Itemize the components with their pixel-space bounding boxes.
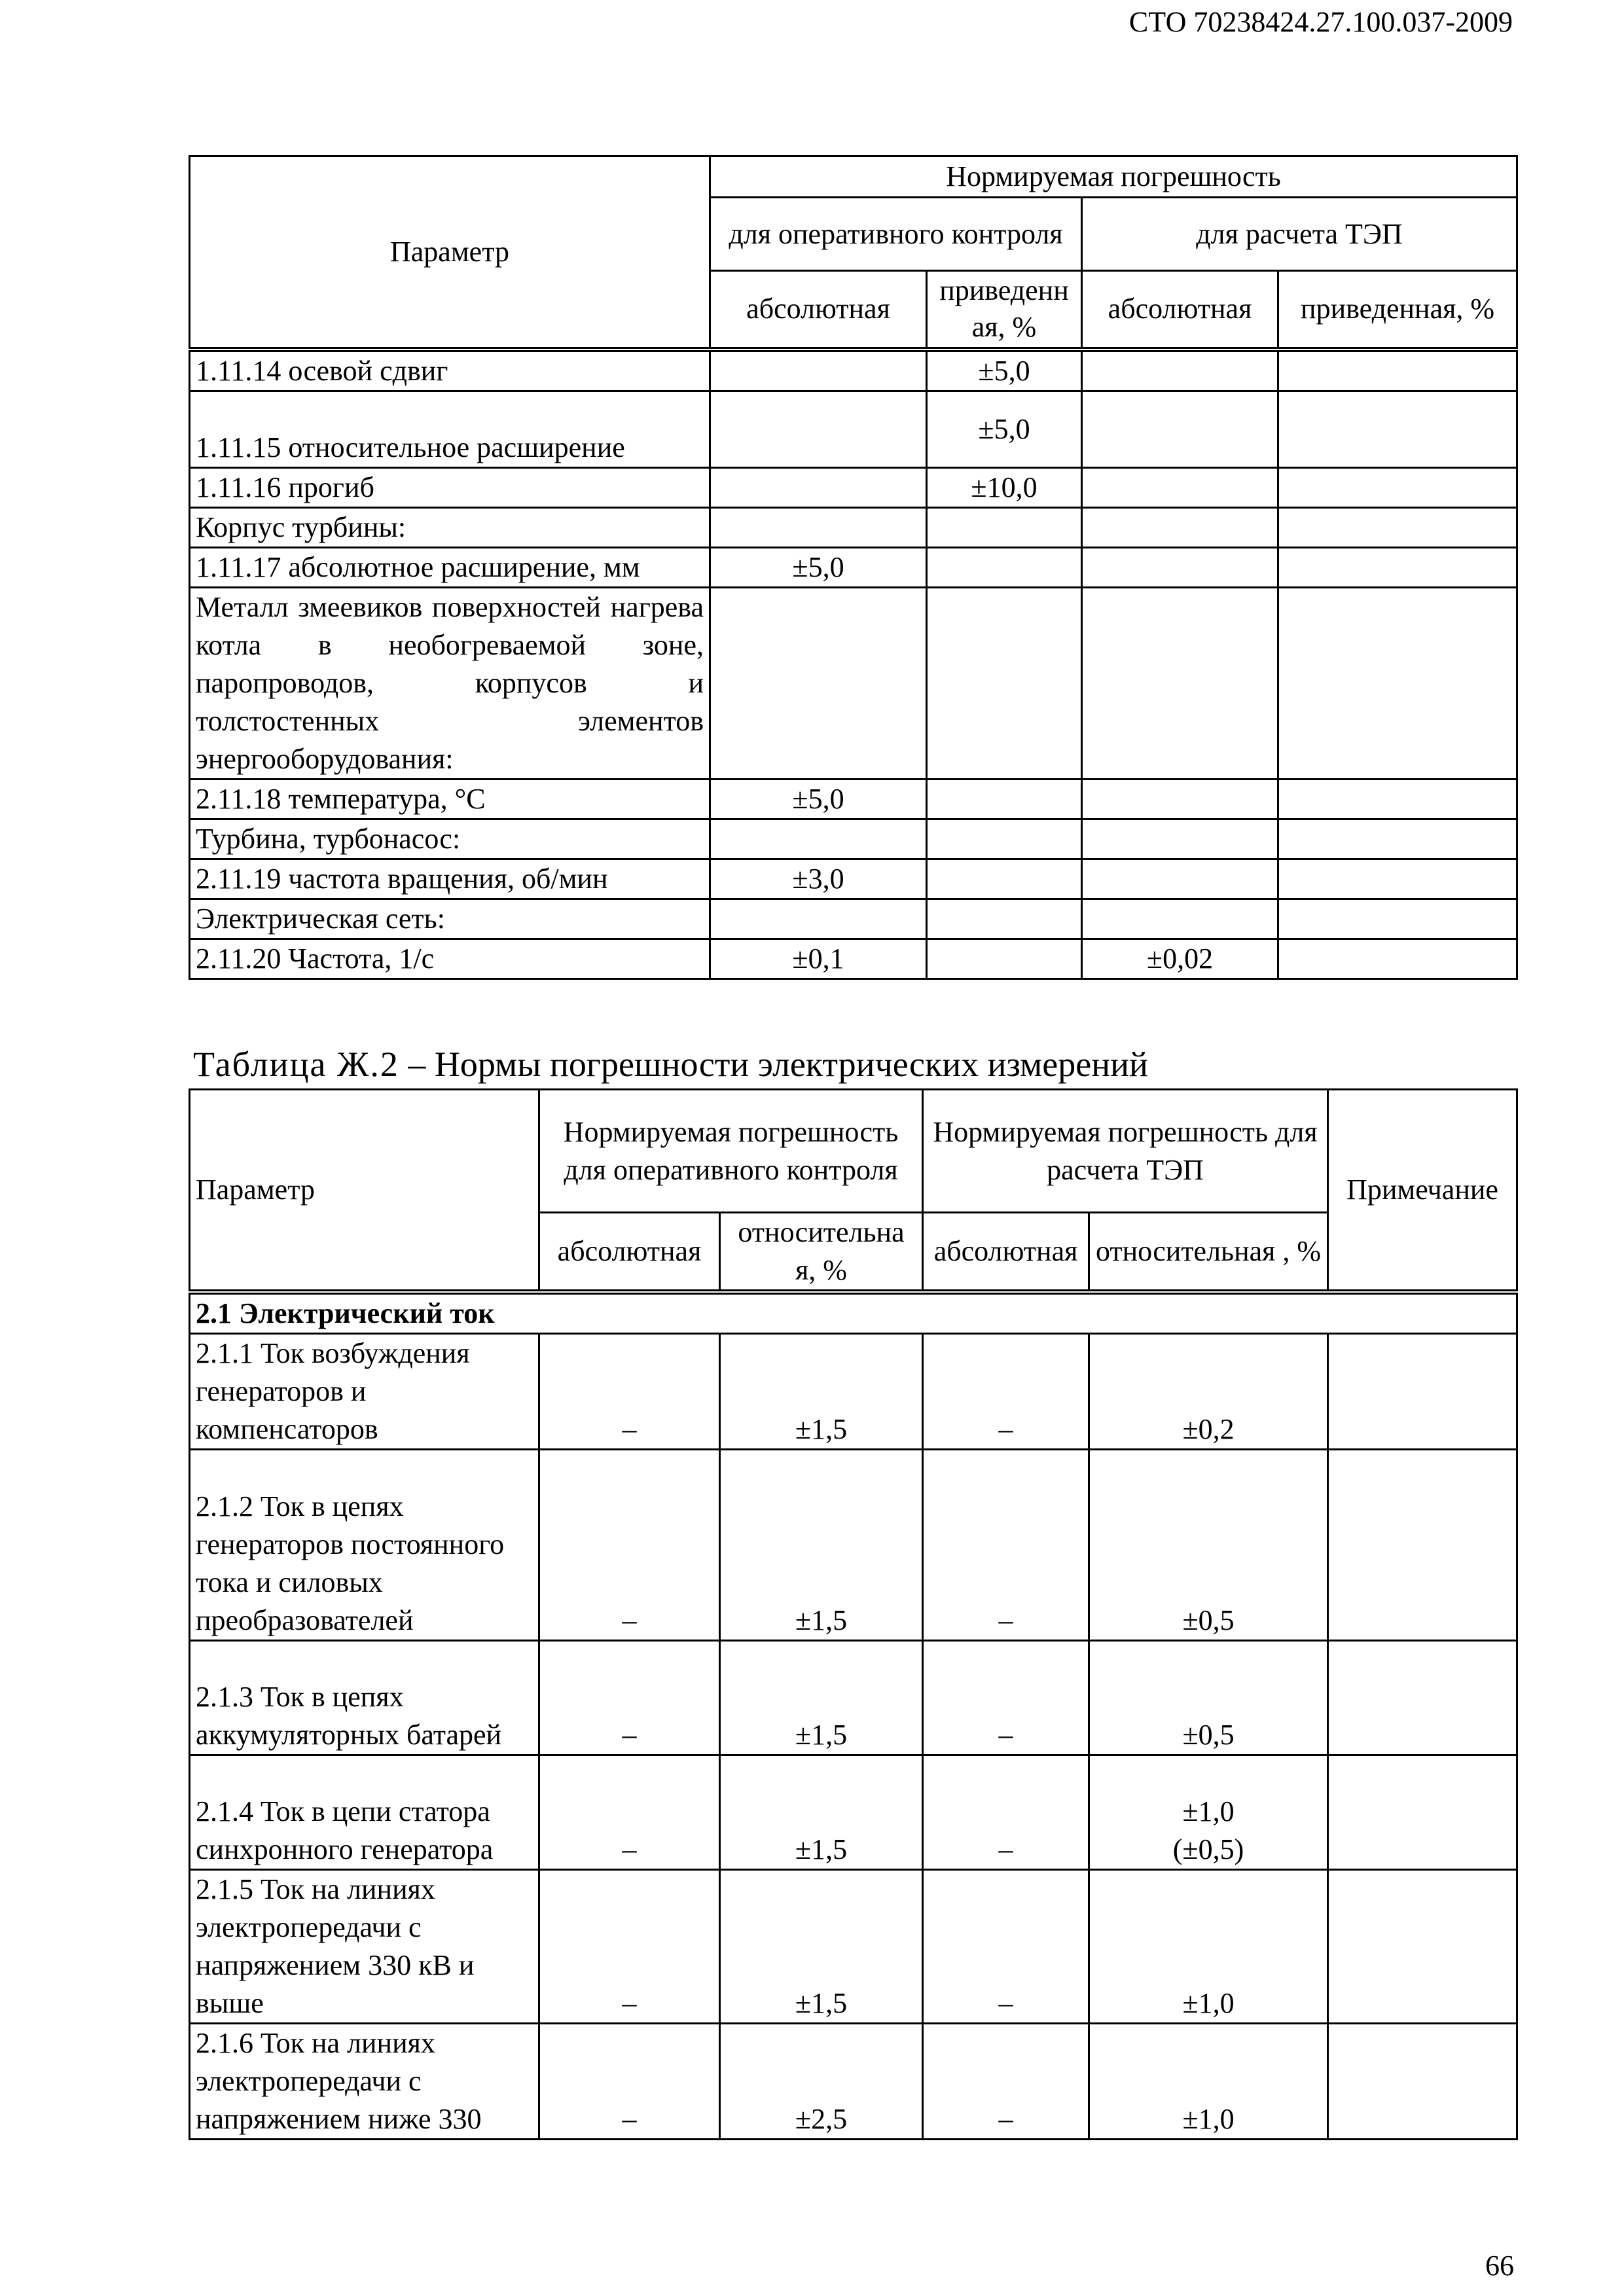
cell-abs-tep: – <box>923 2024 1089 2140</box>
cell-rel-tep <box>1278 779 1517 819</box>
cell-param: 2.11.18 температура, °С <box>190 779 710 819</box>
table-2 <box>189 1088 1518 2140</box>
cell-rel-op <box>927 859 1082 899</box>
cell-rel-tep <box>1278 819 1517 859</box>
cell-abs-op <box>710 350 927 391</box>
cell-abs-op <box>710 467 927 507</box>
cell-abs-tep: – <box>923 1755 1089 1870</box>
cell-param: 1.11.15 относительное расширение <box>190 391 710 467</box>
cell-note <box>1328 1334 1517 1450</box>
cell-rel-tep <box>1278 547 1517 587</box>
cell-param: 1.11.17 абсолютное расширение, мм <box>190 547 710 587</box>
col-header-rel-tep: приведенная, % <box>1278 271 1517 350</box>
col-header-param: Параметр <box>190 1090 539 1293</box>
col-header-abs-tep: абсолютная <box>1082 271 1278 350</box>
page-number: 66 <box>1485 2250 1514 2282</box>
cell-rel-op <box>927 507 1082 547</box>
table-1 <box>189 155 1518 980</box>
col-header-abs-op: абсолютная <box>710 271 927 350</box>
col-header-rel-op: приведенн ая, % <box>927 271 1082 350</box>
cell-abs-op: – <box>539 1450 720 1641</box>
col-header-rel-tep: относительная , % <box>1089 1213 1328 1293</box>
cell-rel-tep <box>1278 350 1517 391</box>
cell-rel-op: ±2,5 <box>720 2024 923 2140</box>
cell-note <box>1328 1755 1517 1870</box>
cell-rel-tep <box>1278 859 1517 899</box>
table-row <box>190 899 1517 939</box>
col-header-abs-tep: абсолютная <box>923 1213 1089 1293</box>
cell-rel-tep: ±0,5 <box>1089 1450 1328 1641</box>
cell-abs-op <box>710 587 927 779</box>
cell-param: Корпус турбины: <box>190 507 710 547</box>
cell-abs-op: ±5,0 <box>710 779 927 819</box>
table-row <box>190 350 1517 391</box>
cell-abs-tep: – <box>923 1641 1089 1755</box>
cell-note <box>1328 1450 1517 1641</box>
cell-param: Металл змеевиков поверхностей нагрева котла в необогреваемой зоне, паропроводов, корпусов и толстостенных элементов энергооборудования: <box>190 587 710 779</box>
cell-param: Электрическая сеть: <box>190 899 710 939</box>
cell-rel-op: ±1,5 <box>720 1870 923 2024</box>
cell-rel-tep: ±1,0 (±0,5) <box>1089 1755 1328 1870</box>
cell-abs-tep <box>1082 859 1278 899</box>
cell-note <box>1328 2024 1517 2140</box>
table-row <box>190 1334 1517 1450</box>
col-header-abs-op: абсолютная <box>539 1213 720 1293</box>
table-2-caption <box>193 1043 1148 1086</box>
cell-rel-tep <box>1278 467 1517 507</box>
table-row <box>190 939 1517 978</box>
table-row <box>190 467 1517 507</box>
cell-param: 1.11.14 осевой сдвиг <box>190 350 710 391</box>
cell-rel-op: ±1,5 <box>720 1755 923 1870</box>
cell-rel-tep: ±1,0 <box>1089 1870 1328 2024</box>
cell-param: 2.1.4 Ток в цепи статора синхронного генератора <box>190 1755 539 1870</box>
cell-note <box>1328 1870 1517 2024</box>
table-row <box>190 859 1517 899</box>
cell-abs-op <box>710 507 927 547</box>
cell-rel-op: ±5,0 <box>927 391 1082 467</box>
cell-rel-op: ±1,5 <box>720 1450 923 1641</box>
cell-rel-op <box>927 779 1082 819</box>
cell-abs-op: – <box>539 1334 720 1450</box>
cell-rel-tep <box>1278 587 1517 779</box>
cell-abs-tep: – <box>923 1450 1089 1641</box>
table-2-caption-title: – Нормы погрешности электрических измерений <box>399 1045 1148 1084</box>
col-header-op-control: для оперативного контроля <box>710 198 1082 271</box>
cell-param: 2.11.19 частота вращения, об/мин <box>190 859 710 899</box>
cell-param: 2.1.2 Ток в цепях генераторов постоянного тока и силовых преобразователей <box>190 1450 539 1641</box>
cell-abs-tep <box>1082 779 1278 819</box>
cell-abs-tep <box>1082 547 1278 587</box>
cell-rel-op: ±1,5 <box>720 1641 923 1755</box>
cell-note <box>1328 1641 1517 1755</box>
table-row <box>190 587 1517 779</box>
cell-rel-tep <box>1278 507 1517 547</box>
cell-abs-op: ±3,0 <box>710 859 927 899</box>
cell-abs-tep <box>1082 819 1278 859</box>
cell-abs-tep <box>1082 899 1278 939</box>
cell-rel-tep <box>1278 899 1517 939</box>
table-row <box>190 1641 1517 1755</box>
cell-rel-op <box>927 899 1082 939</box>
cell-abs-tep: – <box>923 1334 1089 1450</box>
col-header-op-group: Нормируемая погрешность для оперативного контроля <box>539 1090 923 1213</box>
cell-rel-tep: ±1,0 <box>1089 2024 1328 2140</box>
table-row <box>190 819 1517 859</box>
cell-rel-tep <box>1278 939 1517 978</box>
cell-rel-op <box>927 547 1082 587</box>
cell-abs-op: – <box>539 1641 720 1755</box>
table-row <box>190 1450 1517 1641</box>
cell-rel-op <box>927 587 1082 779</box>
cell-abs-tep: ±0,02 <box>1082 939 1278 978</box>
cell-param: 2.11.20 Частота, 1/с <box>190 939 710 978</box>
cell-abs-op: – <box>539 2024 720 2140</box>
cell-abs-op: ±5,0 <box>710 547 927 587</box>
col-header-param: Параметр <box>190 156 710 350</box>
section-heading: 2.1 Электрический ток <box>190 1292 1517 1334</box>
cell-rel-op: ±10,0 <box>927 467 1082 507</box>
cell-abs-op <box>710 819 927 859</box>
cell-abs-op: – <box>539 1755 720 1870</box>
table-row <box>190 547 1517 587</box>
cell-param: Турбина, турбонасос: <box>190 819 710 859</box>
cell-param: 1.11.16 прогиб <box>190 467 710 507</box>
cell-rel-tep: ±0,5 <box>1089 1641 1328 1755</box>
cell-param: 2.1.3 Ток в цепях аккумуляторных батарей <box>190 1641 539 1755</box>
col-header-group: Нормируемая погрешность <box>710 156 1517 198</box>
table-row <box>190 779 1517 819</box>
cell-rel-op <box>927 939 1082 978</box>
col-header-tep: для расчета ТЭП <box>1082 198 1517 271</box>
cell-abs-tep <box>1082 467 1278 507</box>
cell-rel-tep: ±0,2 <box>1089 1334 1328 1450</box>
cell-abs-tep: – <box>923 1870 1089 2024</box>
cell-abs-tep <box>1082 507 1278 547</box>
cell-abs-tep <box>1082 391 1278 467</box>
cell-param: 2.1.1 Ток возбуждения генераторов и компенсаторов <box>190 1334 539 1450</box>
col-header-tep-group: Нормируемая погрешность для расчета ТЭП <box>923 1090 1328 1213</box>
table-row <box>190 1870 1517 2024</box>
cell-abs-tep <box>1082 350 1278 391</box>
cell-rel-op: ±5,0 <box>927 350 1082 391</box>
cell-param: 2.1.5 Ток на линиях электропередачи с напряжением 330 кВ и выше <box>190 1870 539 2024</box>
cell-abs-tep <box>1082 587 1278 779</box>
cell-abs-op <box>710 899 927 939</box>
document-code: СТО 70238424.27.100.037-2009 <box>1128 6 1513 38</box>
table-row <box>190 391 1517 467</box>
col-header-note: Примечание <box>1328 1090 1517 1293</box>
cell-abs-op: ±0,1 <box>710 939 927 978</box>
cell-param: 2.1.6 Ток на линиях электропередачи с напряжением ниже 330 <box>190 2024 539 2140</box>
cell-rel-op: ±1,5 <box>720 1334 923 1450</box>
table-row <box>190 2024 1517 2140</box>
cell-rel-op <box>927 819 1082 859</box>
cell-rel-tep <box>1278 391 1517 467</box>
cell-abs-op <box>710 391 927 467</box>
col-header-rel-op: относительна я, % <box>720 1213 923 1293</box>
table-row <box>190 1755 1517 1870</box>
cell-abs-op: – <box>539 1870 720 2024</box>
table-row <box>190 507 1517 547</box>
table-2-caption-label: Таблица Ж.2 <box>193 1045 399 1084</box>
